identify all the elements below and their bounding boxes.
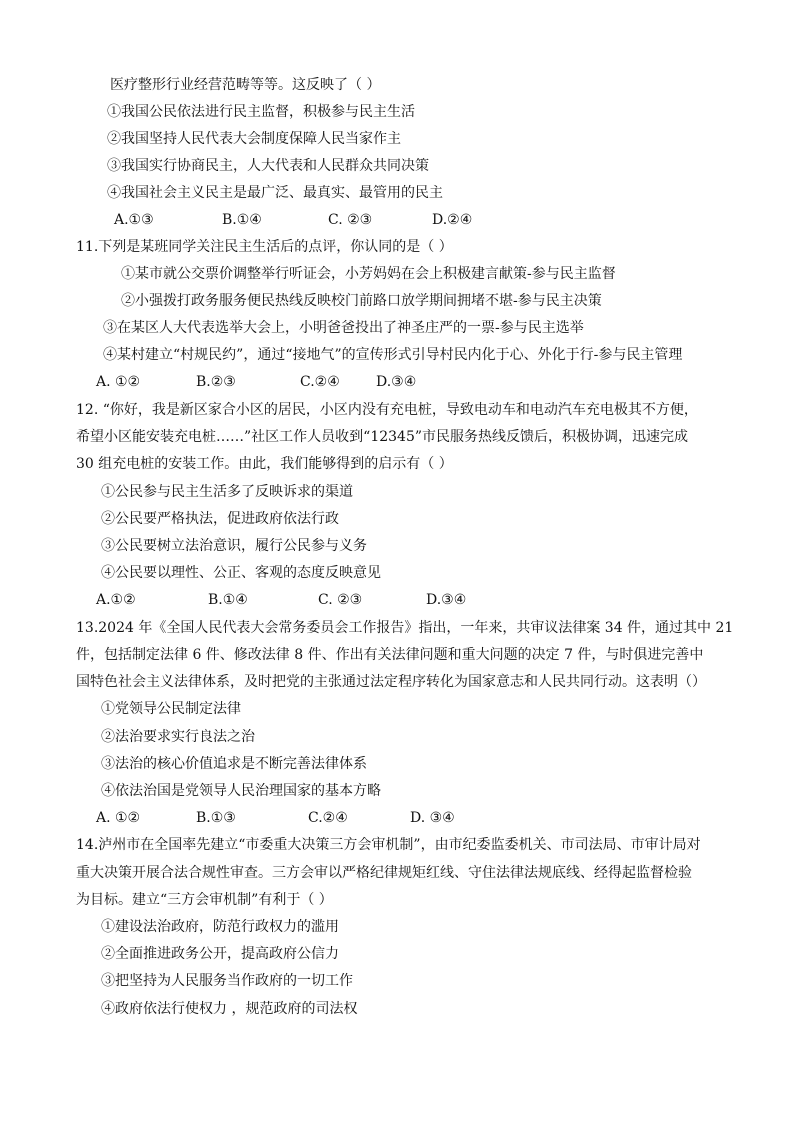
q12-item-2: ②公民要严格执法，促进政府依法行政 xyxy=(101,511,339,527)
q14-stem-line-3: 为目标。建立“三方会审机制”有利于（ ） xyxy=(76,892,333,908)
q13-option-b[interactable]: B.①③ xyxy=(196,810,236,826)
q10-stem-tail: 医疗整形行业经营范畴等等。这反映了（ ） xyxy=(110,77,381,93)
q11-option-c[interactable]: C.②④ xyxy=(300,374,340,390)
q12-item-1: ①公民参与民主生活多了反映诉求的渠道 xyxy=(101,484,353,500)
q11-item-1: ①某市就公交票价调整举行听证会，小芳妈妈在会上积极建言献策-参与民主监督 xyxy=(121,266,616,282)
q12-option-b[interactable]: B.①④ xyxy=(208,592,248,608)
q10-option-a[interactable]: A.①③ xyxy=(114,212,154,228)
q12-item-3: ③公民要树立法治意识，履行公民参与义务 xyxy=(101,538,367,554)
q13-stem-line-3: 国特色社会主义法律体系，及时把党的主张通过法定程序转化为国家意志和人民共同行动。这表明（） xyxy=(76,674,706,690)
q14-item-3: ③把坚持为人民服务当作政府的一切工作 xyxy=(101,973,353,989)
q11-stem: 11.下列是某班同学关注民主生活后的点评，你认同的是（ ） xyxy=(76,239,453,255)
q12-item-4: ④公民要以理性、公正、客观的态度反映意见 xyxy=(101,565,381,581)
q13-options xyxy=(96,808,496,828)
q10-item-4: ④我国社会主义民主是最广泛、最真实、最管用的民主 xyxy=(107,185,443,201)
q12-option-a[interactable]: A.①② xyxy=(96,592,136,608)
q13-option-a[interactable]: A. ①② xyxy=(96,810,141,826)
q13-option-c[interactable]: C.②④ xyxy=(308,810,348,826)
q10-option-c[interactable]: C. ②③ xyxy=(328,212,373,228)
q12-options xyxy=(96,590,516,610)
q11-item-3: ③在某区人大代表选举大会上，小明爸爸投出了神圣庄严的一票-参与民主选举 xyxy=(103,320,584,336)
q11-item-4: ④某村建立“村规民约”，通过“接地气”的宣传形式引导村民内化于心、外化于行-参与民主管理 xyxy=(103,347,683,363)
q13-option-d[interactable]: D. ③④ xyxy=(410,810,455,826)
q14-item-2: ②全面推进政务公开，提高政府公信力 xyxy=(101,946,339,962)
q10-item-3: ③我国实行协商民主，人大代表和人民群众共同决策 xyxy=(107,158,429,174)
q11-option-d[interactable]: D.③④ xyxy=(376,374,417,390)
q10-option-d[interactable]: D.②④ xyxy=(432,212,473,228)
q10-item-2: ②我国坚持人民代表大会制度保障人民当家作主 xyxy=(107,131,401,147)
q10-item-1: ①我国公民依法进行民主监督，积极参与民主生活 xyxy=(107,104,415,120)
q13-item-3: ③法治的核心价值追求是不断完善法律体系 xyxy=(101,756,367,772)
q11-option-b[interactable]: B.②③ xyxy=(196,374,236,390)
q10-option-b[interactable]: B.①④ xyxy=(222,212,262,228)
q12-option-d[interactable]: D.③④ xyxy=(426,592,467,608)
q14-item-1: ①建设法治政府，防范行政权力的滥用 xyxy=(101,919,339,935)
q14-item-4: ④政府依法行使权力 ，规范政府的司法权 xyxy=(101,1001,358,1017)
q11-option-a[interactable]: A. ①② xyxy=(96,374,141,390)
q13-item-1: ①党领导公民制定法律 xyxy=(101,701,241,717)
q12-stem-line-3: 30 组充电桩的安装工作。由此，我们能够得到的启示有（ ） xyxy=(76,456,453,472)
q13-stem-line-1: 13.2024 年《全国人民代表大会常务委员会工作报告》指出，一年来，共审议法律案 34 件，通过其中 21 xyxy=(76,620,734,636)
q11-options xyxy=(96,372,456,392)
q14-stem-line-1: 14.泸州市在全国率先建立“市委重大决策三方会审机制”，由市纪委监委机关、市司法局、市审计局对 xyxy=(76,837,701,853)
q11-item-2: ②小强拨打政务服务便民热线反映校门前路口放学期间拥堵不堪-参与民主决策 xyxy=(121,293,602,309)
q13-item-4: ④依法治国是党领导人民治理国家的基本方略 xyxy=(101,783,381,799)
q13-item-2: ②法治要求实行良法之治 xyxy=(101,729,255,745)
q12-stem-line-2: 希望小区能安装充电桩……”社区工作人员收到“12345”市民服务热线反馈后，积极协调，迅速完成 xyxy=(76,429,689,445)
q10-options xyxy=(114,210,534,230)
q12-option-c[interactable]: C. ②③ xyxy=(318,592,363,608)
q13-stem-line-2: 件，包括制定法律 6 件、修改法律 8 件、作出有关法律问题和重大问题的决定 7 件，与时俱进完善中 xyxy=(76,647,704,663)
q14-stem-line-2: 重大决策开展合法合规性审查。三方会审以严格纪律规矩红线、守住法律法规底线、经得起监督检验 xyxy=(76,865,692,881)
q12-stem-line-1: 12. “你好，我是新区家合小区的居民，小区内没有充电桩，导致电动车和电动汽车充电极其不方便， xyxy=(76,402,698,418)
